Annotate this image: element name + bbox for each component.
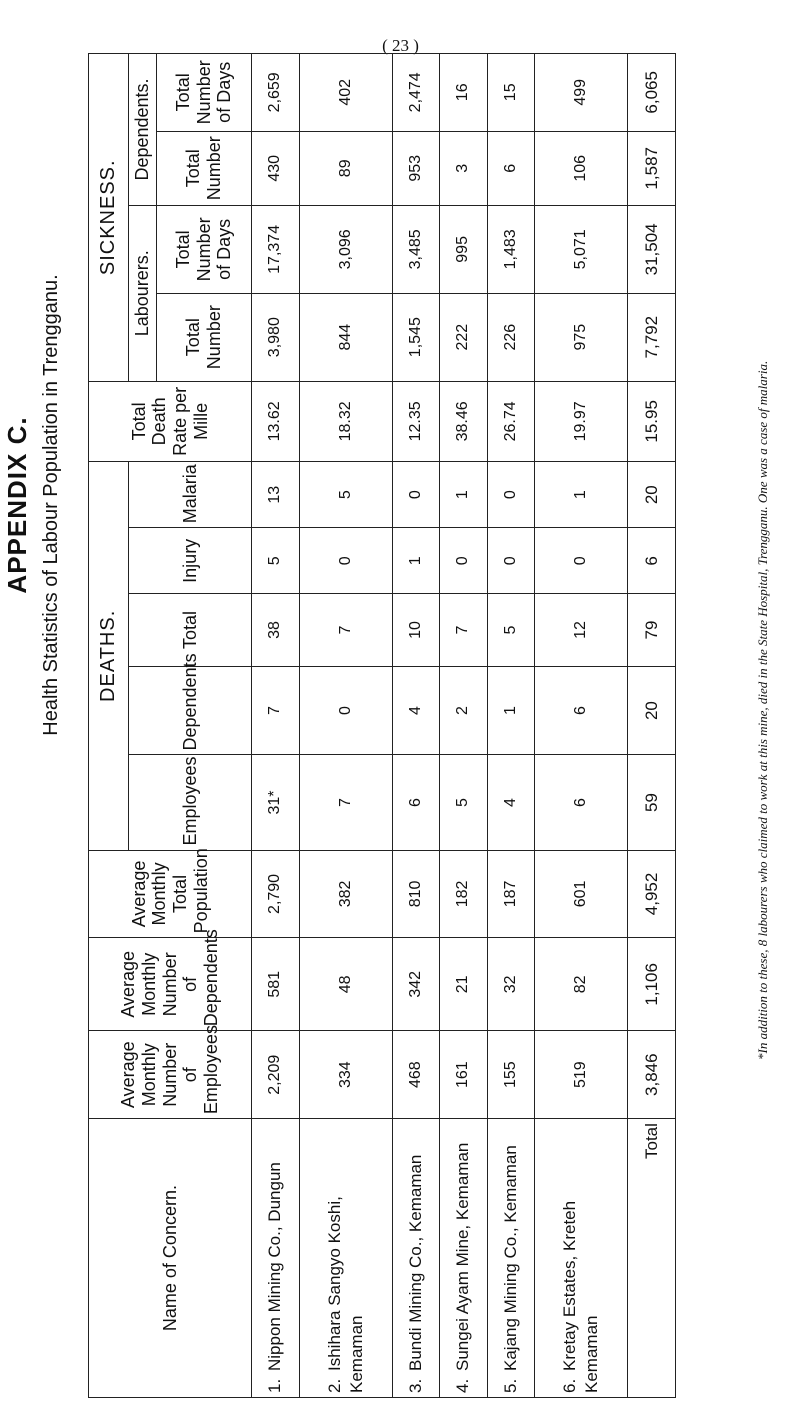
cell-avg-total: 2,790: [252, 850, 300, 938]
cell-d-dep: 6: [535, 666, 628, 755]
cell-d-emp: 4: [487, 755, 535, 850]
concern-number: 5.: [500, 1378, 520, 1393]
cell-avg-dep: 342: [392, 938, 440, 1031]
header-name-of-concern: Name of Concern.: [89, 1119, 252, 1398]
cell-lab-days: 3,096: [299, 205, 392, 293]
header-avg-dependents: Average Monthly Number of Dependents: [89, 938, 252, 1031]
total-cell-lab-num: 7,792: [628, 293, 676, 381]
cell-avg-total: 382: [299, 850, 392, 938]
cell-avg-emp: 155: [487, 1031, 535, 1119]
cell-lab-num: 226: [487, 293, 535, 381]
appendix-title: APPENDIX C.: [2, 416, 32, 594]
cell-injury: 0: [487, 528, 535, 594]
header-labourers-total-number: Total Number: [157, 293, 252, 381]
cell-injury: 5: [252, 528, 300, 594]
concern-number: 6.: [560, 1378, 580, 1393]
cell-avg-dep: 48: [299, 938, 392, 1031]
cell-lab-num: 1,545: [392, 293, 440, 381]
cell-dep-days: 15: [487, 54, 535, 132]
header-deaths: DEATHS.: [89, 462, 129, 850]
concern-name-cell: [392, 1119, 440, 1398]
total-cell-dep-num: 1,587: [628, 131, 676, 205]
concern-number: 3.: [405, 1378, 425, 1393]
cell-d-total: 5: [487, 594, 535, 666]
header-death-rate: Total Death Rate per Mille: [89, 381, 252, 462]
cell-dep-num: 3: [440, 131, 488, 205]
cell-d-dep: 4: [392, 666, 440, 755]
cell-lab-num: 844: [299, 293, 392, 381]
cell-d-total: 38: [252, 594, 300, 666]
concern-name-cell: [535, 1119, 628, 1398]
total-cell-avg-dep: 1,106: [628, 938, 676, 1031]
concern-name: Bundi Mining Co., Kemaman: [405, 1154, 425, 1371]
cell-d-emp: 6: [535, 755, 628, 850]
header-labourers-total-days: Total Number of Days: [157, 205, 252, 293]
header-deaths-dependents: Dependents: [129, 666, 252, 755]
cell-avg-total: 810: [392, 850, 440, 938]
cell-avg-total: 182: [440, 850, 488, 938]
cell-dep-days: 2,474: [392, 54, 440, 132]
footnote: *In addition to these, 8 labourers who claimed to work at this mine, died in the State Hospital, Trengganu. One was a case of malaria.: [755, 360, 770, 1060]
total-cell-d-total: 79: [628, 594, 676, 666]
page-subtitle: Health Statistics of Labour Population in Trengganu.: [40, 274, 62, 736]
cell-dep-num: 430: [252, 131, 300, 205]
cell-injury: 0: [440, 528, 488, 594]
cell-avg-emp: 2,209: [252, 1031, 300, 1119]
header-deaths-total: Total: [129, 594, 252, 666]
cell-avg-dep: 21: [440, 938, 488, 1031]
cell-d-emp: 7: [299, 755, 392, 850]
cell-rate: 38.46: [440, 381, 488, 462]
cell-dep-days: 499: [535, 54, 628, 132]
concern-name-cell: [487, 1119, 535, 1398]
header-avg-total: Average Monthly Total Population: [89, 850, 252, 938]
total-cell-injury: 6: [628, 528, 676, 594]
cell-avg-dep: 32: [487, 938, 535, 1031]
cell-rate: 13.62: [252, 381, 300, 462]
cell-lab-days: 17,374: [252, 205, 300, 293]
concern-name-cell: [299, 1119, 392, 1398]
cell-avg-emp: 468: [392, 1031, 440, 1119]
cell-d-emp: 5: [440, 755, 488, 850]
cell-d-dep: 7: [252, 666, 300, 755]
cell-avg-emp: 161: [440, 1031, 488, 1119]
cell-d-emp: 6: [392, 755, 440, 850]
header-sickness-labourers: Labourers.: [129, 205, 157, 381]
concern-name-cell: [440, 1119, 488, 1398]
cell-dep-num: 106: [535, 131, 628, 205]
page-number: ( 23 ): [382, 36, 419, 55]
table-row: [299, 54, 392, 1398]
table-row: [440, 54, 488, 1398]
cell-avg-dep: 82: [535, 938, 628, 1031]
cell-dep-num: 89: [299, 131, 392, 205]
header-sickness-dependents: Dependents.: [129, 54, 157, 206]
cell-lab-num: 3,980: [252, 293, 300, 381]
table-row: [535, 54, 628, 1398]
cell-d-total: 12: [535, 594, 628, 666]
cell-malaria: 1: [440, 462, 488, 528]
cell-dep-days: 402: [299, 54, 392, 132]
table-row: [252, 54, 300, 1398]
concern-number: 4.: [453, 1378, 473, 1393]
cell-avg-dep: 581: [252, 938, 300, 1031]
cell-rate: 12.35: [392, 381, 440, 462]
cell-malaria: 1: [535, 462, 628, 528]
total-cell-dep-days: 6,065: [628, 54, 676, 132]
total-row: [628, 54, 676, 1398]
cell-d-total: 7: [299, 594, 392, 666]
concern-name: Kretay Estates, Kreteh Kemaman: [560, 1200, 602, 1393]
cell-d-total: 7: [440, 594, 488, 666]
health-statistics-table-wrapper: [88, 53, 676, 1398]
concern-name: Kajang Mining Co., Kemaman: [500, 1145, 520, 1371]
cell-malaria: 13: [252, 462, 300, 528]
health-statistics-table: [88, 53, 676, 1398]
cell-avg-emp: 519: [535, 1031, 628, 1119]
total-cell-malaria: 20: [628, 462, 676, 528]
cell-rate: 26.74: [487, 381, 535, 462]
total-cell-avg-emp: 3,846: [628, 1031, 676, 1119]
cell-injury: 0: [299, 528, 392, 594]
cell-lab-days: 3,485: [392, 205, 440, 293]
concern-name: Sungei Ayam Mine, Kemaman: [453, 1142, 473, 1371]
concern-name: Nippon Mining Co., Dungun: [265, 1162, 285, 1371]
concern-name-cell: [252, 1119, 300, 1398]
cell-lab-days: 5,071: [535, 205, 628, 293]
cell-malaria: 0: [392, 462, 440, 528]
total-cell-lab-days: 31,504: [628, 205, 676, 293]
cell-d-emp: 31*: [252, 755, 300, 850]
concern-number: 1.: [265, 1378, 285, 1393]
concern-name: Ishihara Sangyo Koshi, Kemaman: [324, 1196, 366, 1393]
total-cell-d-emp: 59: [628, 755, 676, 850]
cell-malaria: 0: [487, 462, 535, 528]
cell-lab-days: 995: [440, 205, 488, 293]
cell-d-dep: 2: [440, 666, 488, 755]
cell-d-dep: 1: [487, 666, 535, 755]
total-cell-rate: 15.95: [628, 381, 676, 462]
cell-rate: 19.97: [535, 381, 628, 462]
table-row: [392, 54, 440, 1398]
cell-d-total: 10: [392, 594, 440, 666]
header-deaths-employees: Employees: [129, 755, 252, 850]
cell-lab-num: 975: [535, 293, 628, 381]
cell-dep-days: 2,659: [252, 54, 300, 132]
cell-dep-num: 953: [392, 131, 440, 205]
cell-avg-total: 601: [535, 850, 628, 938]
total-cell-avg-total: 4,952: [628, 850, 676, 938]
total-cell-d-dep: 20: [628, 666, 676, 755]
cell-lab-num: 222: [440, 293, 488, 381]
header-avg-employees: Average Monthly Number of Employees: [89, 1031, 252, 1119]
table-row: [487, 54, 535, 1398]
header-deaths-injury: Injury: [129, 528, 252, 594]
cell-dep-num: 6: [487, 131, 535, 205]
cell-rate: 18.32: [299, 381, 392, 462]
cell-d-dep: 0: [299, 666, 392, 755]
concern-number: 2.: [324, 1378, 344, 1393]
header-deaths-malaria: Malaria: [129, 462, 252, 528]
total-label: Total: [628, 1119, 676, 1398]
cell-injury: 0: [535, 528, 628, 594]
cell-avg-emp: 334: [299, 1031, 392, 1119]
header-sickness: SICKNESS.: [89, 54, 129, 382]
table-body: [252, 54, 676, 1398]
cell-avg-total: 187: [487, 850, 535, 938]
cell-lab-days: 1,483: [487, 205, 535, 293]
cell-dep-days: 16: [440, 54, 488, 132]
cell-injury: 1: [392, 528, 440, 594]
header-dependents-total-days: Total Number of Days: [157, 54, 252, 132]
cell-malaria: 5: [299, 462, 392, 528]
header-dependents-total-number: Total Number: [157, 131, 252, 205]
